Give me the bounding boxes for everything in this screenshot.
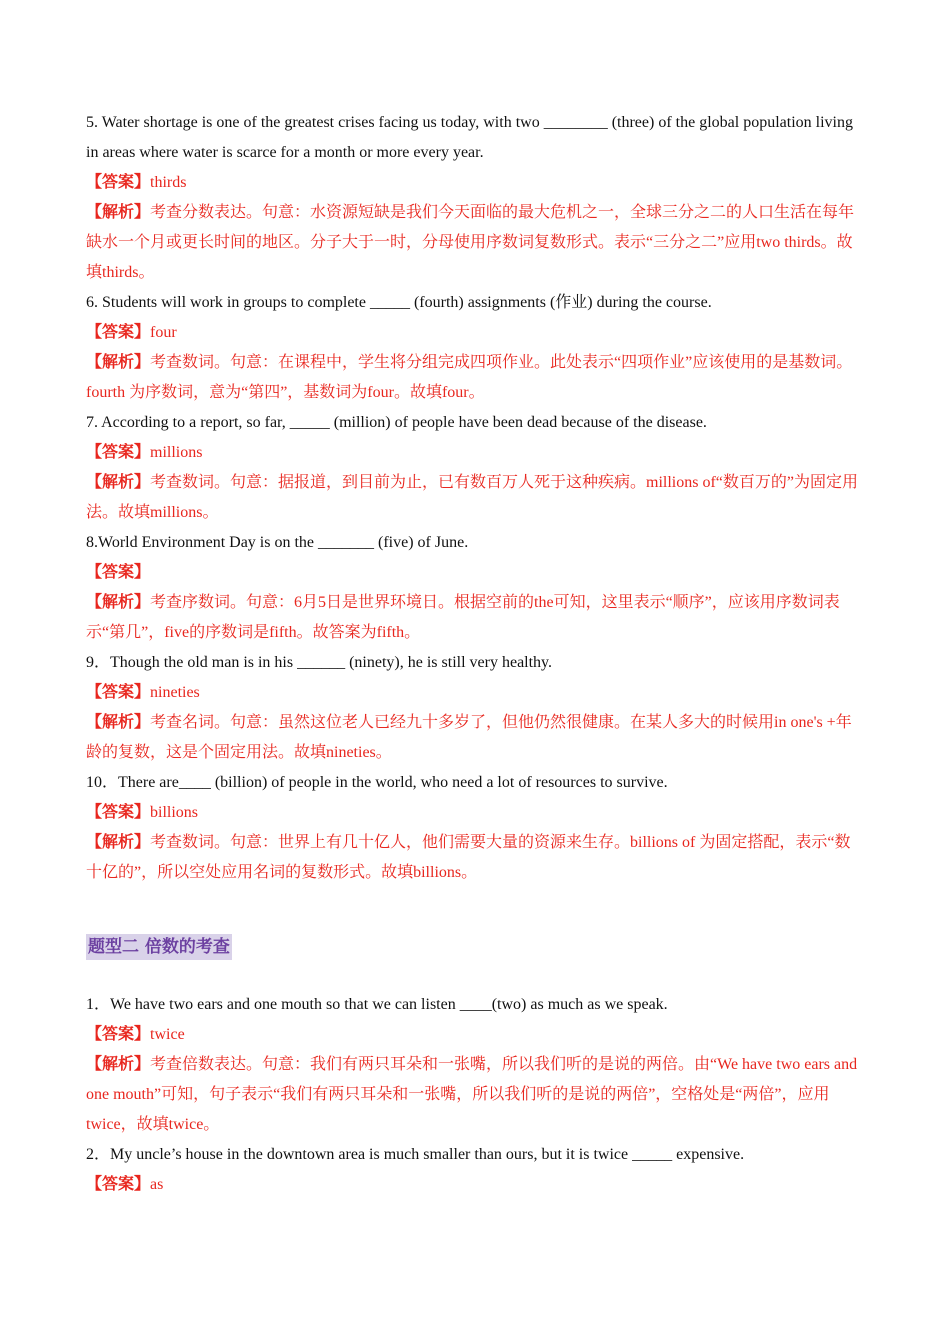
section-heading: 题型二 倍数的考查 <box>86 934 232 960</box>
answer-s2-2 <box>86 1170 866 1200</box>
answer-tag: 【答案】 <box>86 444 151 461</box>
answer-tag: 【答案】 <box>86 804 151 821</box>
question-9: 9．Though the old man is in his ______ (ninety), he is still very healthy. <box>86 654 553 671</box>
analysis-10 <box>86 828 866 888</box>
analysis-text: 考查数词。句意：在课程中，学生将分组完成四项作业。此处表示“四项作业”应该使用的是基数词。fourth 为序数词，意为“第四”，基数词为four。故填four。 <box>86 354 853 401</box>
analysis-text: 考查数词。句意：世界上有几十亿人，他们需要大量的资源来生存。billions of 为固定搭配，表示“数十亿的”，所以空处应用名词的复数形式。故填billions。 <box>86 834 851 881</box>
analysis-tag: 【解析】 <box>86 474 151 491</box>
question-8: 8.World Environment Day is on the _______ (five) of June. <box>86 534 469 551</box>
analysis-text: 考查序数词。句意：6月5日是世界环境日。根据空前的the可知，这里表示“顺序”，应该用序数词表示“第几”，five的序数词是fifth。故答案为fifth。 <box>86 594 840 641</box>
analysis-tag: 【解析】 <box>86 594 151 611</box>
analysis-text: 考查倍数表达。句意：我们有两只耳朵和一张嘴，所以我们听的是说的两倍。由“We have two ears and one mouth”可知，句子表示“我们有两只耳朵和一张嘴，所以我们听的是说的两倍”，空格处是“两倍”，应用twice，故填twice。 <box>86 1056 858 1133</box>
analysis-tag: 【解析】 <box>86 204 151 221</box>
question-6: 6. Students will work in groups to complete _____ (fourth) assignments (作业) during the course. <box>86 294 712 311</box>
analysis-9 <box>86 708 866 768</box>
document-page <box>86 108 866 1200</box>
analysis-text: 考查数词。句意：据报道，到目前为止，已有数百万人死于这种疾病。millions of“数百万的”为固定用法。故填millions。 <box>86 474 859 521</box>
question-s2-2: 2．My uncle’s house in the downtown area is much smaller than ours, but it is twice _____ expensive. <box>86 1146 745 1163</box>
answer-tag: 【答案】 <box>86 174 151 191</box>
answer-10 <box>86 798 866 828</box>
answer-text: nineties <box>150 684 200 701</box>
answer-6 <box>86 318 866 348</box>
analysis-text: 考查分数表达。句意：水资源短缺是我们今天面临的最大危机之一，全球三分之二的人口生活在每年缺水一个月或更长时间的地区。分子大于一时，分母使用序数词复数形式。表示“三分之二”应用two thirds。故填thirds。 <box>86 204 855 281</box>
analysis-tag: 【解析】 <box>86 714 151 731</box>
analysis-tag: 【解析】 <box>86 834 151 851</box>
answer-9 <box>86 678 866 708</box>
analysis-s2-1 <box>86 1050 866 1140</box>
answer-tag: 【答案】 <box>86 564 151 581</box>
analysis-5 <box>86 198 866 288</box>
answer-7 <box>86 438 866 468</box>
answer-5 <box>86 168 866 198</box>
answer-8 <box>86 558 866 588</box>
answer-text: twice <box>150 1026 185 1043</box>
question-s2-1: 1．We have two ears and one mouth so that we can listen ____(two) as much as we speak. <box>86 996 668 1013</box>
analysis-6 <box>86 348 866 408</box>
analysis-tag: 【解析】 <box>86 1056 151 1073</box>
answer-tag: 【答案】 <box>86 684 151 701</box>
question-7: 7. According to a report, so far, _____ (million) of people have been dead because of the disease. <box>86 414 707 431</box>
analysis-7 <box>86 468 866 528</box>
question-5: 5. Water shortage is one of the greatest crises facing us today, with two ________ (three) of the global population living in areas where water is scarce for a month or more every year. <box>86 114 853 161</box>
answer-tag: 【答案】 <box>86 324 151 341</box>
question-10: 10．There are____ (billion) of people in the world, who need a lot of resources to survive. <box>86 774 668 791</box>
answer-tag: 【答案】 <box>86 1026 151 1043</box>
answer-s2-1 <box>86 1020 866 1050</box>
answer-text: four <box>150 324 177 341</box>
answer-text: millions <box>150 444 203 461</box>
analysis-text: 考查名词。句意：虽然这位老人已经九十多岁了，但他仍然很健康。在某人多大的时候用in one's +年龄的复数，这是个固定用法。故填nineties。 <box>86 714 852 761</box>
answer-text: as <box>150 1176 164 1193</box>
answer-text: thirds <box>150 174 187 191</box>
answer-text: billions <box>150 804 199 821</box>
analysis-8 <box>86 588 866 648</box>
analysis-tag: 【解析】 <box>86 354 151 371</box>
answer-tag: 【答案】 <box>86 1176 151 1193</box>
